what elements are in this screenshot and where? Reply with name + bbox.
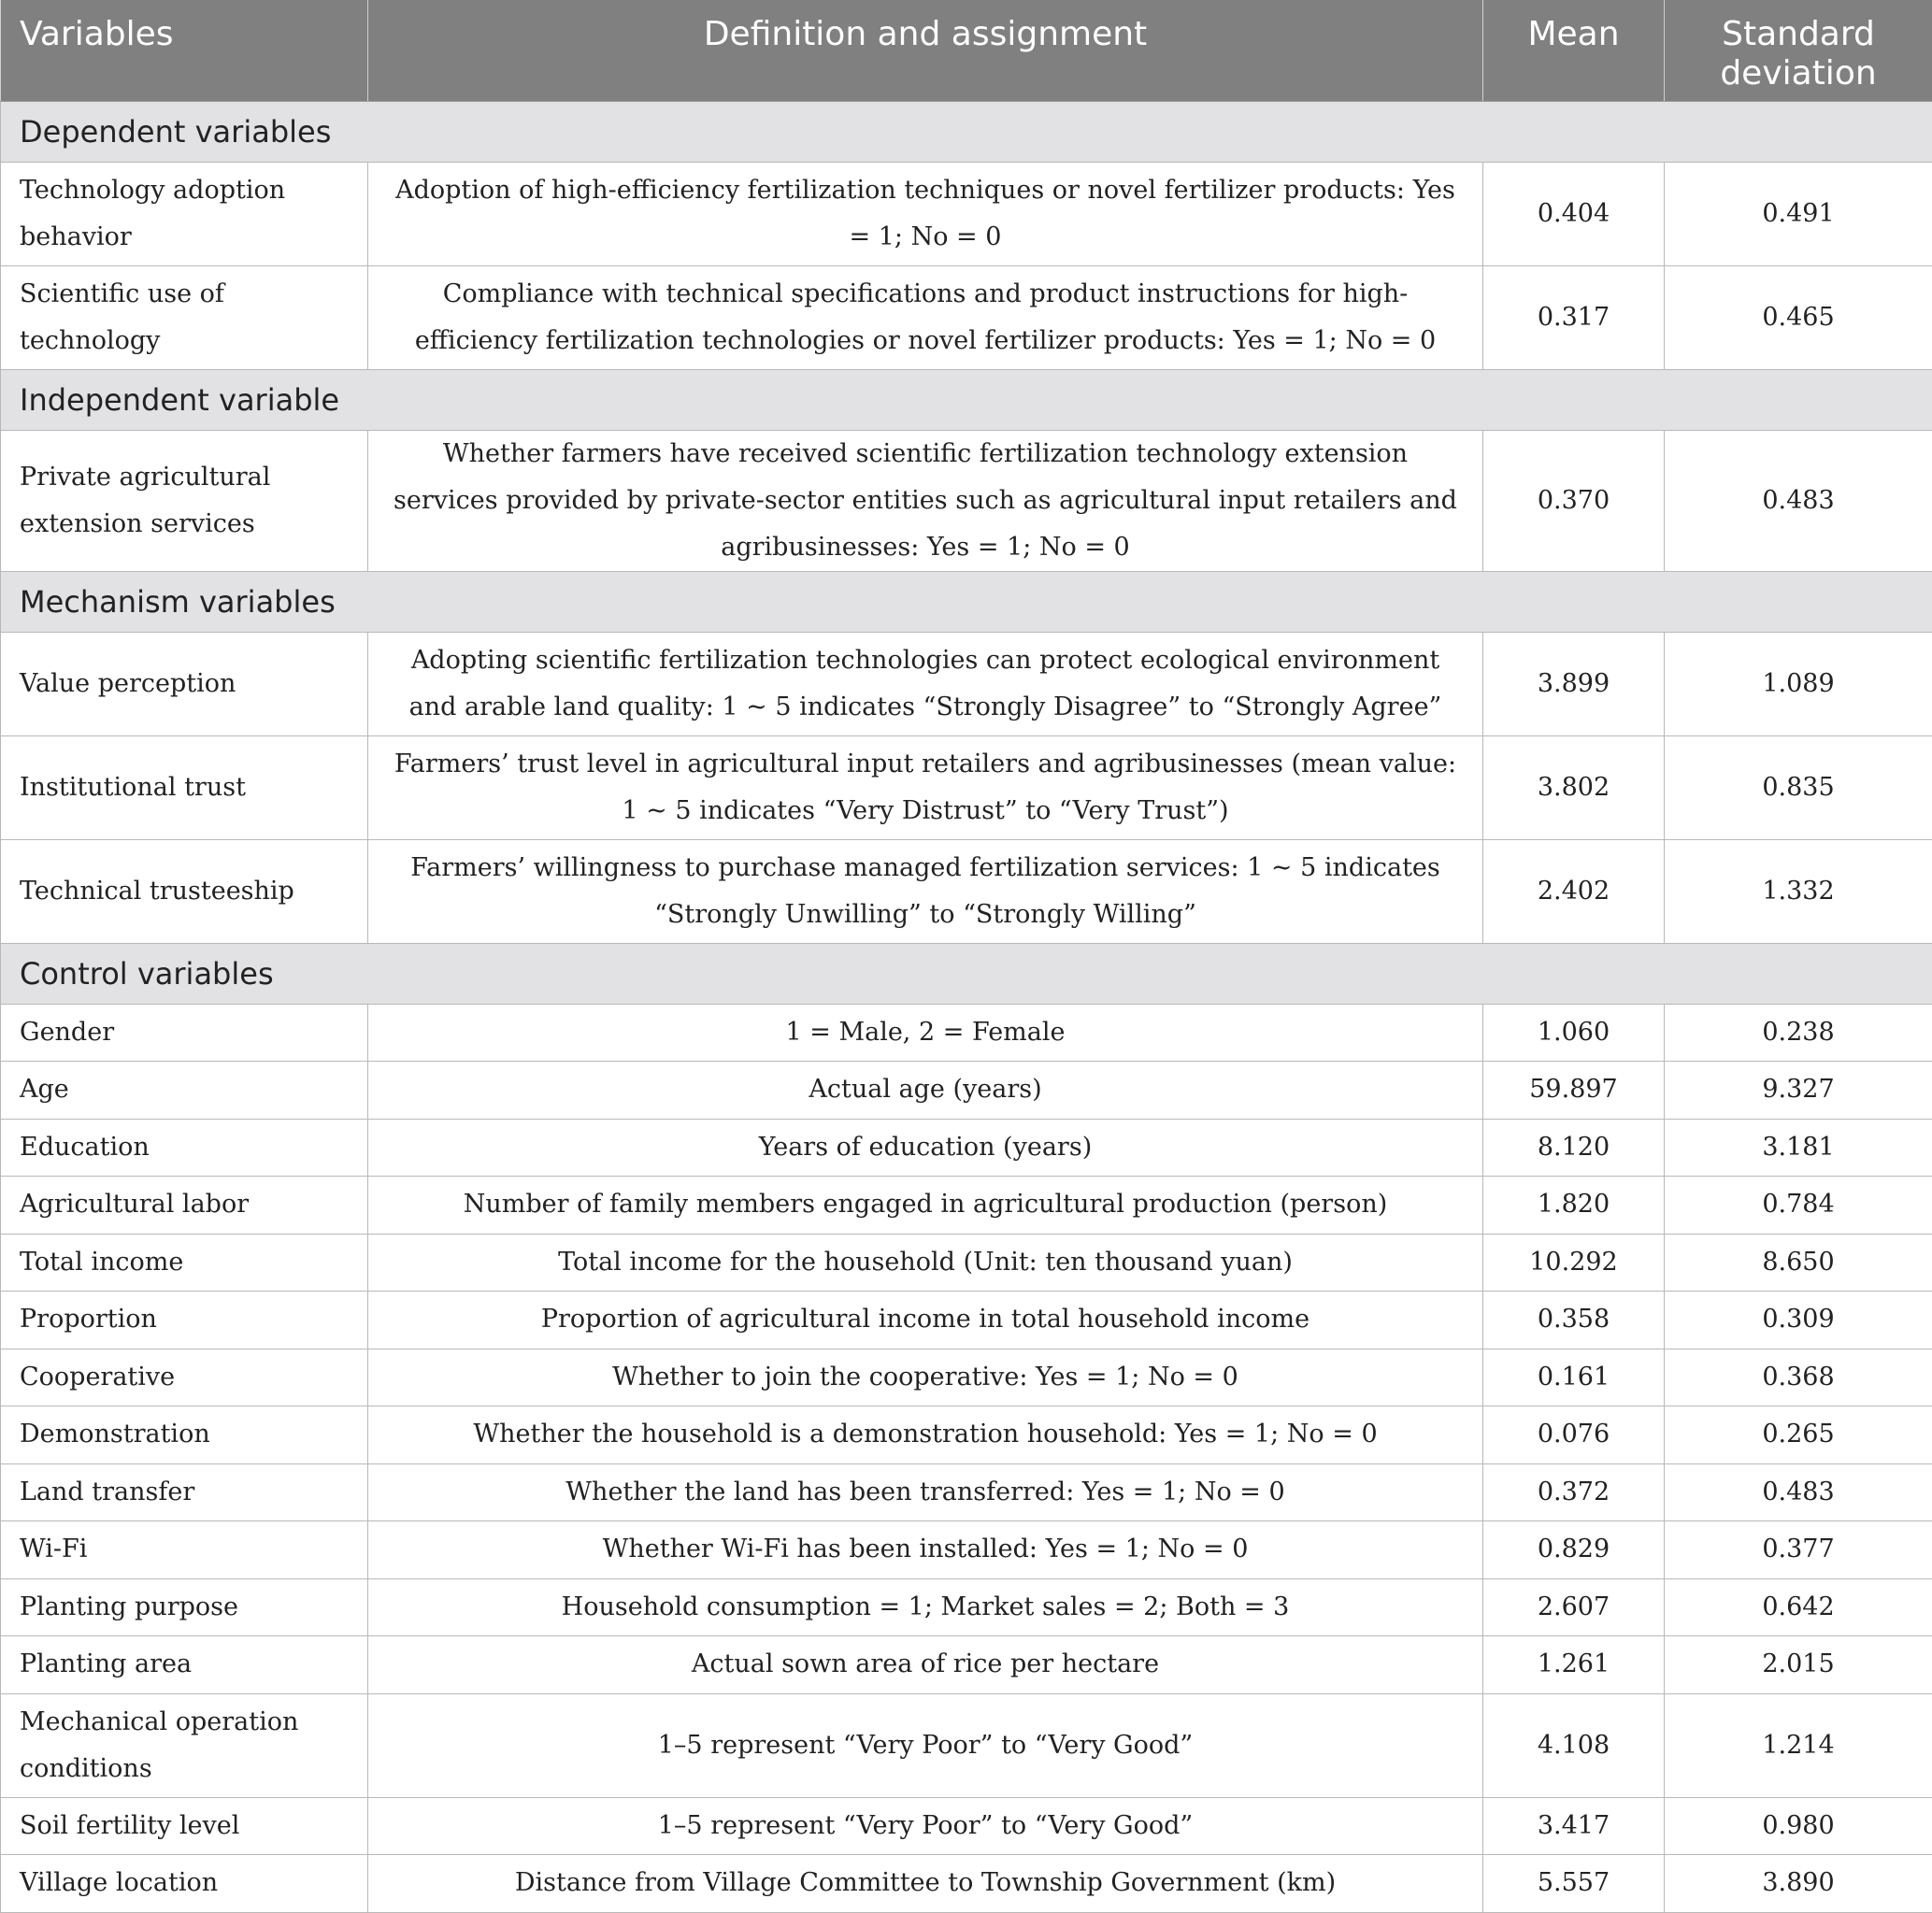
- header-mean: Mean: [1483, 0, 1665, 101]
- variable-definition: Whether the household is a demonstration household: Yes = 1; No = 0: [368, 1406, 1483, 1464]
- sd-value: 0.483: [1665, 430, 1932, 571]
- mean-value: 2.607: [1483, 1578, 1665, 1636]
- variable-definition: Years of education (years): [368, 1119, 1483, 1177]
- mean-value: 0.370: [1483, 430, 1665, 571]
- variable-definition: Proportion of agricultural income in total household income: [368, 1292, 1483, 1349]
- table-row: [1, 1292, 1932, 1349]
- sd-value: 0.238: [1665, 1004, 1932, 1062]
- sd-value: 0.491: [1665, 162, 1932, 265]
- variable-name: Wi-Fi: [1, 1521, 368, 1579]
- sd-value: 1.214: [1665, 1693, 1932, 1797]
- sd-value: 0.265: [1665, 1406, 1932, 1464]
- variable-name: Value perception: [1, 632, 368, 735]
- sd-value: 1.332: [1665, 839, 1932, 943]
- table-row: [1, 839, 1932, 943]
- sd-value: 0.835: [1665, 735, 1932, 839]
- sd-value: 0.483: [1665, 1463, 1932, 1521]
- table-row: [1, 1406, 1932, 1464]
- table-row: [1, 1578, 1932, 1636]
- section-row-independent: [1, 369, 1932, 430]
- mean-value: 8.120: [1483, 1119, 1665, 1177]
- mean-value: 2.402: [1483, 839, 1665, 943]
- variable-name: Private agricultural extension services: [1, 430, 368, 571]
- variable-definition: Number of family members engaged in agricultural production (person): [368, 1177, 1483, 1235]
- variable-name: Age: [1, 1062, 368, 1120]
- variable-definition: 1 = Male, 2 = Female: [368, 1004, 1483, 1062]
- section-title-control: Control variables: [1, 943, 1932, 1004]
- table-row: [1, 1521, 1932, 1579]
- variable-definition: Whether farmers have received scientific fertilization technology extension services provided by private-sector entities such as agricultural input retailers and agribusinesses: Yes = 1; No = 0: [368, 430, 1483, 571]
- table-row: [1, 1177, 1932, 1235]
- header-definition: Definition and assignment: [368, 0, 1483, 101]
- variable-definition: Farmers’ willingness to purchase managed fertilization services: 1 ~ 5 indicates “Strongly Unwilling” to “Strongly Willing”: [368, 839, 1483, 943]
- table-row: [1, 1119, 1932, 1177]
- variable-name: Education: [1, 1119, 368, 1177]
- variable-definition: Actual sown area of rice per hectare: [368, 1636, 1483, 1694]
- variable-name: Technical trusteeship: [1, 839, 368, 943]
- section-row-mechanism: [1, 571, 1932, 632]
- sd-value: 3.890: [1665, 1855, 1932, 1913]
- sd-value: 0.377: [1665, 1521, 1932, 1579]
- table-row: [1, 1234, 1932, 1292]
- variable-name: Demonstration: [1, 1406, 368, 1464]
- table-row: [1, 265, 1932, 369]
- variable-definition: Farmers’ trust level in agricultural input retailers and agribusinesses (mean value: 1 ~ 5 indicates “Very Distrust” to “Very Trust”): [368, 735, 1483, 839]
- variable-definition: Adoption of high-efficiency fertilization techniques or novel fertilizer products: Yes = 1; No = 0: [368, 162, 1483, 265]
- mean-value: 3.899: [1483, 632, 1665, 735]
- sd-value: 0.465: [1665, 265, 1932, 369]
- sd-value: 1.089: [1665, 632, 1932, 735]
- variable-name: Gender: [1, 1004, 368, 1062]
- variable-name: Total income: [1, 1234, 368, 1292]
- variable-name: Institutional trust: [1, 735, 368, 839]
- variable-name: Mechanical operation conditions: [1, 1693, 368, 1797]
- variable-definition: Distance from Village Committee to Township Government (km): [368, 1855, 1483, 1913]
- sd-value: 0.368: [1665, 1349, 1932, 1406]
- mean-value: 1.261: [1483, 1636, 1665, 1694]
- header-variables: Variables: [1, 0, 368, 101]
- mean-value: 1.060: [1483, 1004, 1665, 1062]
- variable-name: Planting area: [1, 1636, 368, 1694]
- table-row: [1, 1349, 1932, 1406]
- mean-value: 3.417: [1483, 1797, 1665, 1855]
- variable-definition: Whether Wi-Fi has been installed: Yes = 1; No = 0: [368, 1521, 1483, 1579]
- variable-name: Land transfer: [1, 1463, 368, 1521]
- mean-value: 4.108: [1483, 1693, 1665, 1797]
- header-row: [1, 0, 1932, 101]
- mean-value: 0.076: [1483, 1406, 1665, 1464]
- table-row: [1, 1463, 1932, 1521]
- sd-value: 0.642: [1665, 1578, 1932, 1636]
- variable-name: Soil fertility level: [1, 1797, 368, 1855]
- section-title-dependent: Dependent variables: [1, 101, 1932, 162]
- mean-value: 5.557: [1483, 1855, 1665, 1913]
- sd-value: 9.327: [1665, 1062, 1932, 1120]
- variable-name: Proportion: [1, 1292, 368, 1349]
- table-row: [1, 735, 1932, 839]
- variable-definition: Adopting scientific fertilization technologies can protect ecological environment and arable land quality: 1 ~ 5 indicates “Strongly Disagree” to “Strongly Agree”: [368, 632, 1483, 735]
- variable-definition: Whether to join the cooperative: Yes = 1; No = 0: [368, 1349, 1483, 1406]
- variable-definition: Total income for the household (Unit: ten thousand yuan): [368, 1234, 1483, 1292]
- table-row: [1, 1797, 1932, 1855]
- table-row: [1, 632, 1932, 735]
- mean-value: 59.897: [1483, 1062, 1665, 1120]
- variable-name: Agricultural labor: [1, 1177, 368, 1235]
- variable-definition: Whether the land has been transferred: Yes = 1; No = 0: [368, 1463, 1483, 1521]
- mean-value: 0.372: [1483, 1463, 1665, 1521]
- variable-name: Technology adoption behavior: [1, 162, 368, 265]
- mean-value: 1.820: [1483, 1177, 1665, 1235]
- variable-name: Village location: [1, 1855, 368, 1913]
- mean-value: 10.292: [1483, 1234, 1665, 1292]
- variable-definition: 1–5 represent “Very Poor” to “Very Good”: [368, 1693, 1483, 1797]
- table-row: [1, 1855, 1932, 1913]
- table-row: [1, 430, 1932, 571]
- section-row-dependent: [1, 101, 1932, 162]
- mean-value: 3.802: [1483, 735, 1665, 839]
- sd-value: 2.015: [1665, 1636, 1932, 1694]
- variable-name: Cooperative: [1, 1349, 368, 1406]
- variable-name: Scientific use of technology: [1, 265, 368, 369]
- mean-value: 0.404: [1483, 162, 1665, 265]
- sd-value: 0.784: [1665, 1177, 1932, 1235]
- section-title-independent: Independent variable: [1, 369, 1932, 430]
- sd-value: 0.980: [1665, 1797, 1932, 1855]
- sd-value: 8.650: [1665, 1234, 1932, 1292]
- table-row: [1, 1693, 1932, 1797]
- variable-definition: 1–5 represent “Very Poor” to “Very Good”: [368, 1797, 1483, 1855]
- sd-value: 3.181: [1665, 1119, 1932, 1177]
- variable-definition: Actual age (years): [368, 1062, 1483, 1120]
- variable-definition: Compliance with technical specifications and product instructions for high-efficiency fertilization technologies or novel fertilizer products: Yes = 1; No = 0: [368, 265, 1483, 369]
- section-row-control: [1, 943, 1932, 1004]
- sd-value: 0.309: [1665, 1292, 1932, 1349]
- mean-value: 0.161: [1483, 1349, 1665, 1406]
- variable-definition: Household consumption = 1; Market sales = 2; Both = 3: [368, 1578, 1483, 1636]
- header-standard-deviation: Standard deviation: [1665, 0, 1932, 101]
- section-title-mechanism: Mechanism variables: [1, 571, 1932, 632]
- mean-value: 0.829: [1483, 1521, 1665, 1579]
- table-row: [1, 1636, 1932, 1694]
- variable-name: Planting purpose: [1, 1578, 368, 1636]
- mean-value: 0.317: [1483, 265, 1665, 369]
- table-row: [1, 162, 1932, 265]
- table-row: [1, 1062, 1932, 1120]
- table-row: [1, 1004, 1932, 1062]
- mean-value: 0.358: [1483, 1292, 1665, 1349]
